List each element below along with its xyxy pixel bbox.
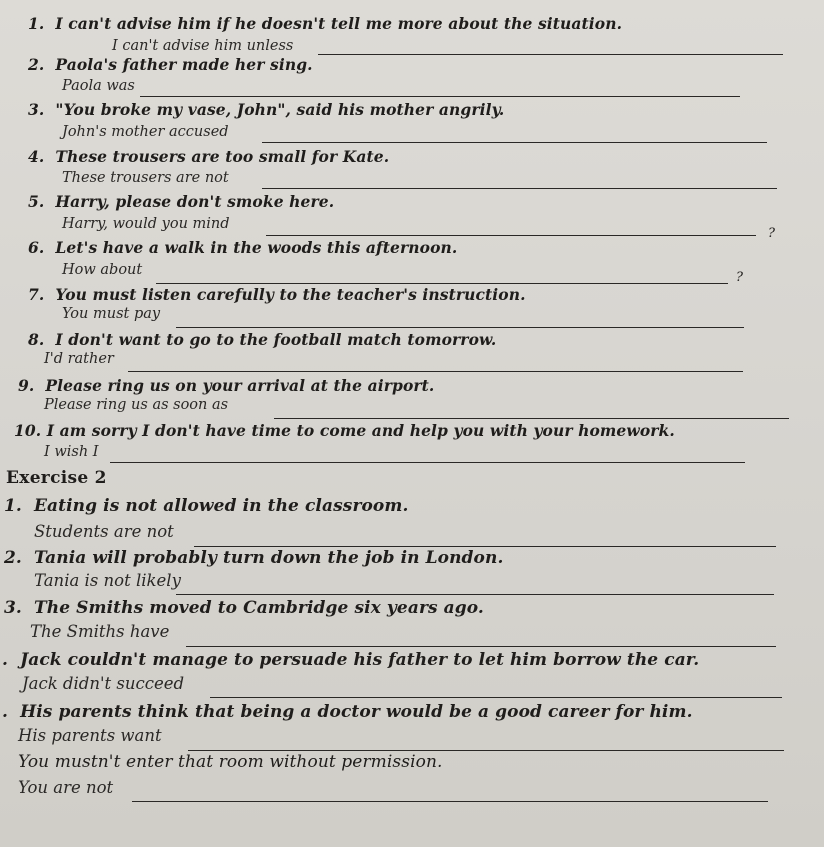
ex1-item-8-answer-blank[interactable] (128, 371, 743, 372)
ex1-item-6-sentence: 6. Let's have a walk in the woods this afternoon. (28, 238, 458, 257)
ex1-item-9-answer-blank[interactable] (274, 418, 789, 419)
ex2-item-3-answer-blank[interactable] (186, 646, 776, 647)
ex1-item-10-answer-blank[interactable] (110, 462, 745, 463)
ex1-item-1-starter: I can't advise him unless (112, 38, 294, 54)
ex2-item-2-starter: Tania is not likely (34, 571, 181, 590)
ex2-item-1-starter: Students are not (34, 522, 174, 541)
ex1-item-6-answer-blank[interactable] (156, 283, 728, 284)
ex2-item-3-sentence: 3. The Smiths moved to Cambridge six years ago. (4, 598, 484, 618)
ex2-item-4-sentence: . Jack couldn't manage to persuade his father to let him borrow the car. (2, 650, 700, 670)
ex1-item-5-starter: Harry, would you mind (62, 216, 230, 232)
ex1-item-9-starter: Please ring us as soon as (44, 397, 229, 413)
ex2-item-5-sentence: . His parents think that being a doctor would be a good career for him. (2, 702, 693, 722)
ex2-item-4-answer-blank[interactable] (210, 697, 782, 698)
ex1-item-5-question-mark: ? (768, 226, 775, 241)
ex1-item-6-question-mark: ? (736, 270, 743, 285)
ex1-item-7-sentence: 7. You must listen carefully to the teacher's instruction. (28, 285, 526, 304)
ex1-item-10-starter: I wish I (44, 444, 99, 460)
ex1-item-2-sentence: 2. Paola's father made her sing. (28, 55, 313, 74)
ex1-item-7-starter: You must pay (62, 306, 161, 322)
exercise-2-heading: Exercise 2 (6, 468, 107, 488)
ex2-item-6-answer-blank[interactable] (132, 801, 768, 802)
ex1-item-10-sentence: 10. I am sorry I don't have time to come and help you with your homework. (14, 421, 675, 440)
ex1-item-7-answer-blank[interactable] (176, 327, 744, 328)
ex1-item-1-sentence: 1. I can't advise him if he doesn't tell me more about the situation. (28, 14, 623, 33)
ex2-item-5-starter: His parents want (18, 726, 162, 745)
ex1-item-3-answer-blank[interactable] (262, 142, 767, 143)
ex2-item-1-sentence: 1. Eating is not allowed in the classroom. (4, 496, 409, 516)
ex1-item-2-answer-blank[interactable] (140, 96, 740, 97)
ex1-item-2-starter: Paola was (62, 78, 135, 94)
ex1-item-3-starter: John's mother accused (62, 124, 229, 140)
ex2-item-2-answer-blank[interactable] (176, 594, 774, 595)
ex1-item-1-answer-blank[interactable] (318, 54, 783, 55)
ex1-item-4-starter: These trousers are not (62, 170, 229, 186)
ex2-item-6-starter: You are not (18, 778, 114, 797)
ex2-item-5-answer-blank[interactable] (188, 750, 784, 751)
ex2-item-2-sentence: 2. Tania will probably turn down the job in London. (4, 548, 504, 568)
ex1-item-9-sentence: 9. Please ring us on your arrival at the airport. (18, 376, 435, 395)
ex1-item-4-answer-blank[interactable] (262, 188, 777, 189)
ex1-item-5-answer-blank[interactable] (266, 235, 756, 236)
ex1-item-4-sentence: 4. These trousers are too small for Kate. (28, 147, 390, 166)
ex2-item-4-starter: Jack didn't succeed (22, 674, 185, 693)
ex2-item-1-answer-blank[interactable] (194, 546, 776, 547)
ex2-item-3-starter: The Smiths have (30, 622, 170, 641)
ex2-item-6-sentence: You mustn't enter that room without permission. (18, 752, 443, 772)
ex1-item-3-sentence: 3. "You broke my vase, John", said his mother angrily. (28, 100, 505, 119)
ex1-item-8-sentence: 8. I don't want to go to the football match tomorrow. (28, 330, 497, 349)
ex1-item-5-sentence: 5. Harry, please don't smoke here. (28, 192, 335, 211)
ex1-item-6-starter: How about (62, 262, 143, 278)
ex1-item-8-starter: I'd rather (44, 351, 114, 367)
